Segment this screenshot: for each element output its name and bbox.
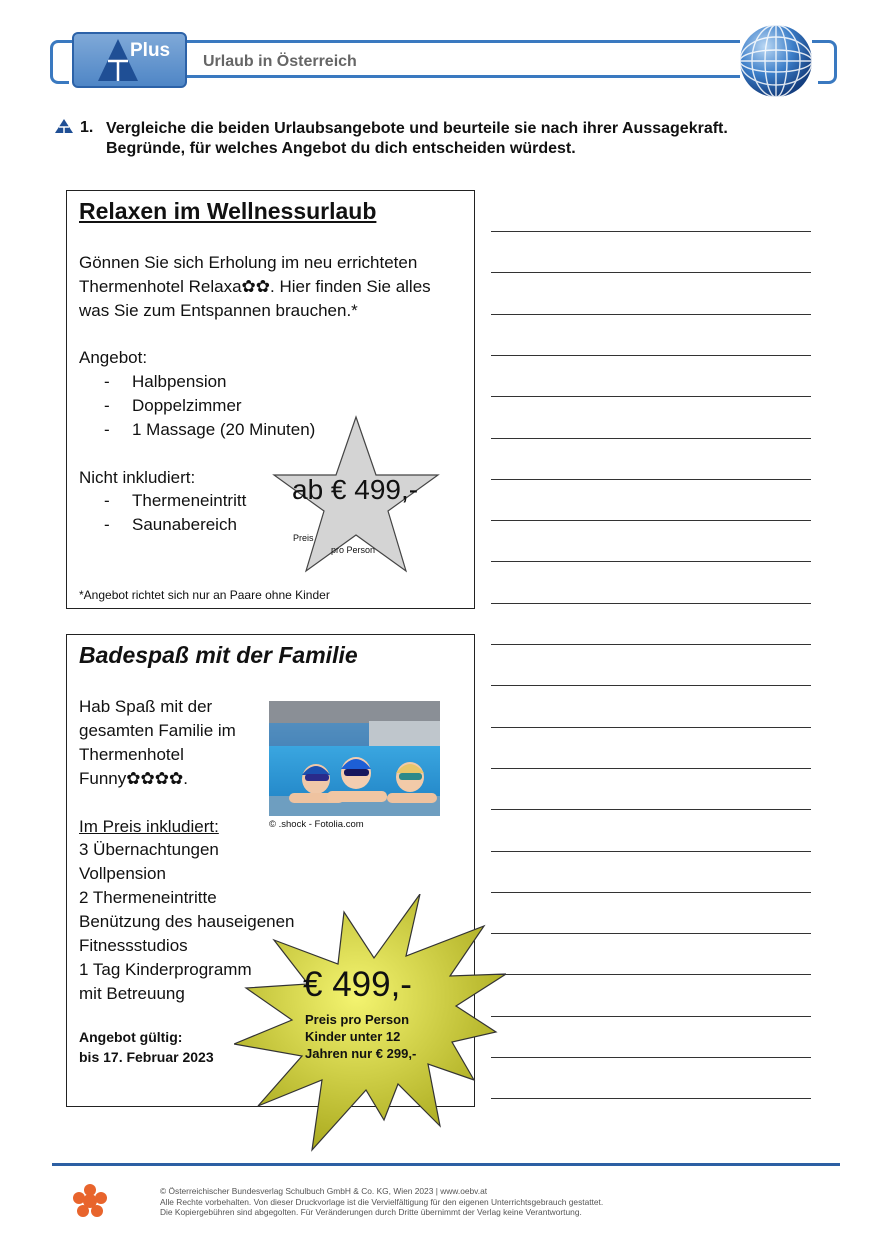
- header-bracket-right: [818, 40, 837, 84]
- footer-line: © Österreichischer Bundesverlag Schulbuch GmbH & Co. KG, Wien 2023 | www.oebv.at: [160, 1186, 488, 1196]
- price-value: € 499,-: [303, 965, 412, 1004]
- intro-line: gesamten Familie im: [79, 721, 236, 740]
- intro-line: Funny✿✿✿✿.: [79, 769, 188, 788]
- plus-logo: [72, 32, 187, 88]
- list-item: 1 Tag Kinderprogramm: [79, 960, 252, 979]
- list-item: - Thermeneintritt: [104, 491, 247, 510]
- writing-line[interactable]: [491, 974, 811, 975]
- offer-intro: [79, 251, 431, 323]
- task-line: Begründe, für welches Angebot du dich entscheiden würdest.: [106, 140, 576, 157]
- included-label: Im Preis inkludiert:: [79, 817, 219, 836]
- price-note: Kinder unter 12: [305, 1029, 401, 1044]
- list-item: 2 Thermeneintritte: [79, 888, 217, 907]
- task-line: Vergleiche die beiden Urlaubsangebote und beurteile sie nach ihrer Aussagekraft.: [106, 120, 728, 137]
- writing-line[interactable]: [491, 314, 811, 315]
- price-note: Preis: [293, 533, 314, 543]
- list-item: Benützung des hauseigenen: [79, 912, 295, 931]
- writing-line[interactable]: [491, 520, 811, 521]
- writing-line[interactable]: [491, 644, 811, 645]
- writing-line[interactable]: [491, 603, 811, 604]
- list-item: Fitnessstudios: [79, 936, 188, 955]
- list-item: - 1 Massage (20 Minuten): [104, 420, 316, 439]
- price-notes: [305, 1011, 416, 1062]
- list-item: mit Betreuung: [79, 984, 185, 1003]
- header-bracket-left: [50, 40, 69, 84]
- offer-intro: [79, 695, 236, 791]
- writing-line[interactable]: [491, 231, 811, 232]
- writing-line[interactable]: [491, 1057, 811, 1058]
- footer-line: Die Kopiergebühren sind abgegolten. Für Veränderungen durch Dritte übernimmt der Verlag keine Verantwortung.: [160, 1207, 582, 1217]
- intro-line: Thermenhotel Relaxa✿✿. Hier finden Sie alles: [79, 277, 431, 296]
- intro-line: Hab Spaß mit der: [79, 697, 213, 716]
- pool-photo: [269, 701, 440, 816]
- valid-label: Angebot gültig:: [79, 1029, 183, 1045]
- page-title: Urlaub in Österreich: [203, 53, 357, 70]
- photo-credit: © .shock - Fotolia.com: [269, 819, 364, 830]
- price-note: pro Person: [331, 545, 376, 555]
- footer-divider: [52, 1163, 840, 1166]
- price-note: Preis pro Person: [305, 1012, 410, 1027]
- writing-line[interactable]: [491, 892, 811, 893]
- task-pyramid-icon: [54, 118, 74, 134]
- list-item: - Halbpension: [104, 372, 227, 391]
- writing-line[interactable]: [491, 396, 811, 397]
- writing-line[interactable]: [491, 933, 811, 934]
- valid-date: bis 17. Februar 2023: [79, 1049, 214, 1065]
- writing-line[interactable]: [491, 438, 811, 439]
- validity: [79, 1027, 214, 1067]
- writing-line[interactable]: [491, 809, 811, 810]
- price-value: ab € 499,-: [292, 474, 419, 505]
- writing-line[interactable]: [491, 1016, 811, 1017]
- writing-line[interactable]: [491, 685, 811, 686]
- writing-line[interactable]: [491, 851, 811, 852]
- footer-copyright: [160, 1186, 603, 1218]
- list-item: - Saunabereich: [104, 515, 237, 534]
- writing-line[interactable]: [491, 561, 811, 562]
- excluded-label: Nicht inkludiert:: [79, 468, 196, 487]
- writing-line[interactable]: [491, 1098, 811, 1099]
- intro-line: was Sie zum Entspannen brauchen.*: [79, 301, 358, 320]
- writing-line[interactable]: [491, 768, 811, 769]
- writing-line[interactable]: [491, 727, 811, 728]
- excluded-list: [104, 489, 246, 537]
- offer-footnote: *Angebot richtet sich nur an Paare ohne Kinder: [79, 588, 330, 602]
- intro-line: Gönnen Sie sich Erholung im neu errichteten: [79, 253, 418, 272]
- task-number: 1.: [80, 119, 94, 136]
- footer-line: Alle Rechte vorbehalten. Von dieser Druckvorlage ist die Vervielfältigung für den eigenen Unterrichtsgebrauch gestattet.: [160, 1196, 604, 1207]
- globe-icon: [738, 23, 814, 99]
- list-item: Vollpension: [79, 864, 166, 883]
- offer-title: Relaxen im Wellnessurlaub: [79, 198, 377, 224]
- header-line-top: [186, 40, 740, 43]
- publisher-logo-shape: [73, 1184, 107, 1217]
- logo-text: Plus: [130, 40, 171, 61]
- price-note: Jahren nur € 299,-: [305, 1046, 417, 1061]
- publisher-logo-icon: [72, 1183, 108, 1219]
- task-instruction: [106, 119, 846, 159]
- writing-line[interactable]: [491, 479, 811, 480]
- header-line-bottom: [186, 75, 740, 78]
- writing-line[interactable]: [491, 272, 811, 273]
- offer-title: Badespaß mit der Familie: [79, 642, 358, 668]
- writing-line[interactable]: [491, 355, 811, 356]
- list-item: 3 Übernachtungen: [79, 840, 219, 859]
- offer-label: Angebot:: [79, 348, 148, 367]
- intro-line: Thermenhotel: [79, 745, 184, 764]
- list-item: - Doppelzimmer: [104, 396, 242, 415]
